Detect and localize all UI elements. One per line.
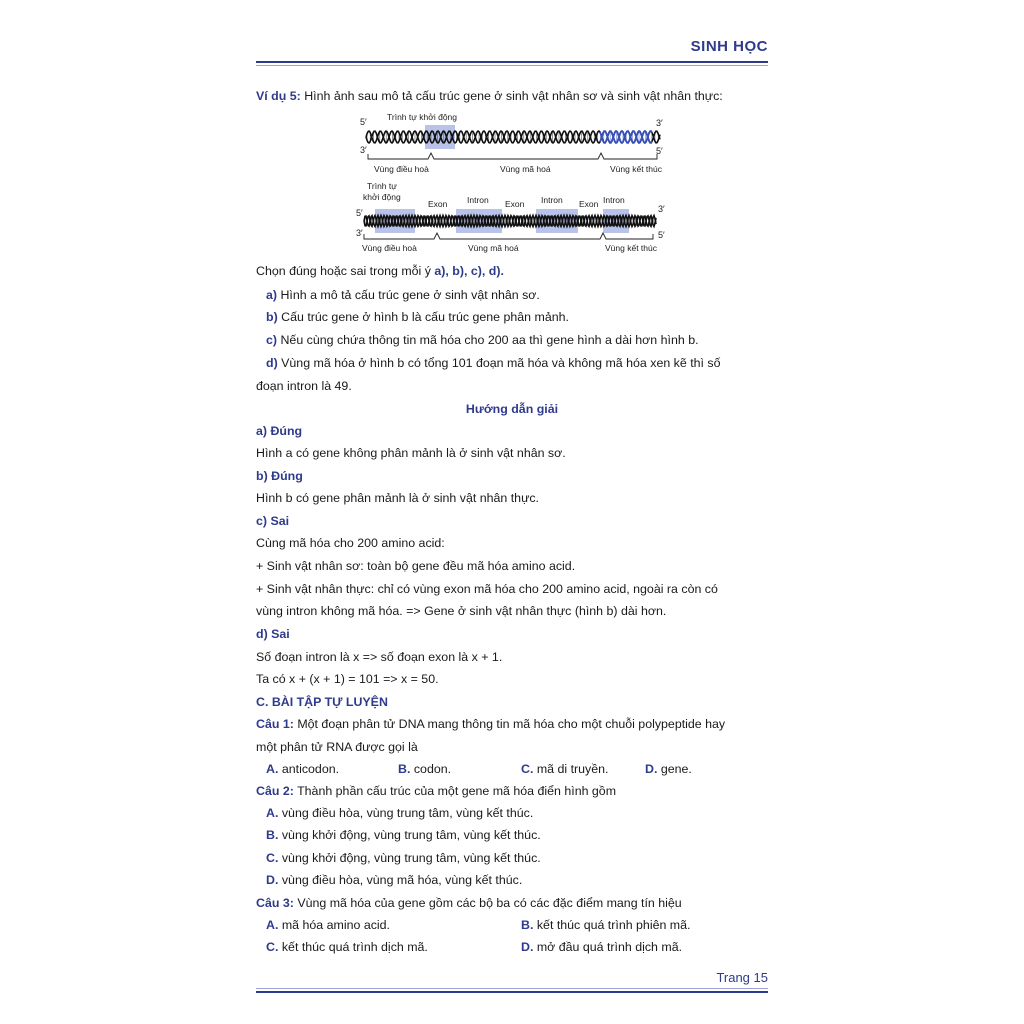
footer-rule xyxy=(256,991,768,993)
statement-b-text: Cấu trúc gene ở hình b là cấu trúc gene phân mảnh. xyxy=(281,310,569,324)
solution-heading: Hướng dẫn giải xyxy=(465,402,559,416)
solution-d-title: d) Sai xyxy=(256,627,290,641)
solution-c-title: c) Sai xyxy=(256,514,290,528)
fig-b-region-1: Vùng điều hoà xyxy=(362,243,417,253)
q2-option-d-key: D. xyxy=(266,873,279,887)
q1-option-d-text: gene. xyxy=(660,762,692,776)
q1-option-a[interactable] xyxy=(266,761,339,777)
q3-option-c-key: C. xyxy=(266,940,279,954)
solution-d-line1: Số đoạn intron là x => số đoạn exon là x + 1. xyxy=(256,650,503,664)
fig-b-segment-intron-2: Intron xyxy=(541,195,563,205)
solution-a-title: a) Đúng xyxy=(256,424,303,438)
q1-option-c-key: C. xyxy=(521,762,534,776)
q1-option-a-key: A. xyxy=(266,762,279,776)
q1-line1 xyxy=(256,716,770,732)
q1-option-b[interactable] xyxy=(398,761,451,777)
solution-b-title: b) Đúng xyxy=(256,469,303,483)
question-prompt xyxy=(256,263,770,279)
statement-a-label: a) xyxy=(266,288,278,302)
fig-b-segment-exon-2: Exon xyxy=(505,199,525,209)
fig-a-region-1: Vùng điều hoà xyxy=(374,164,429,174)
q2-option-b[interactable] xyxy=(266,827,780,843)
q2-option-d[interactable] xyxy=(266,872,780,888)
statement-d-text: Vùng mã hóa ở hình b có tổng 101 đoạn mã hóa và không mã hóa xen kẽ thì số xyxy=(281,356,721,370)
page-number: Trang 15 xyxy=(716,970,768,985)
fig-b-bracket xyxy=(364,233,653,239)
q2-text: Thành phần cấu trúc của một gene mã hóa điển hình gồm xyxy=(297,784,617,798)
q3-option-c-text: kết thúc quá trình dịch mã. xyxy=(281,940,428,954)
q2-option-c-key: C. xyxy=(266,851,279,865)
statement-b xyxy=(266,309,780,325)
example-text: Hình ảnh sau mô tả cấu trúc gene ở sinh vật nhân sơ và sinh vật nhân thực: xyxy=(304,89,723,103)
statement-d-label: d) xyxy=(266,356,278,370)
solution-d-line2: Ta có x + (x + 1) = 101 => x = 50. xyxy=(256,672,439,686)
solution-a-text: Hình a có gene không phân mảnh là ở sinh vật nhân sơ. xyxy=(256,446,566,460)
q3-option-b[interactable] xyxy=(521,917,690,933)
fig-b-5-bot: 5′ xyxy=(658,230,665,240)
fig-b-segment-intron-1: Intron xyxy=(467,195,489,205)
statement-c-text: Nếu cùng chứa thông tin mã hóa cho 200 aa thì gene hình a dài hơn hình b. xyxy=(280,333,699,347)
q1-option-b-key: B. xyxy=(398,762,411,776)
q2-option-a-key: A. xyxy=(266,806,279,820)
fig-b-3-top: 3′ xyxy=(658,204,665,214)
q2-option-b-text: vùng khởi động, vùng trung tâm, vùng kết thúc. xyxy=(281,828,541,842)
subject-header: SINH HỌC xyxy=(690,38,768,55)
gene-structure-figure xyxy=(350,108,680,258)
statement-d xyxy=(266,355,780,371)
fig-b-promoter-line2: khởi động xyxy=(363,192,401,202)
q3-option-d[interactable] xyxy=(521,939,682,955)
example-intro xyxy=(256,88,770,104)
header-rule-thin xyxy=(256,65,768,66)
fig-a-helix xyxy=(360,131,666,143)
q2-label: Câu 2: xyxy=(256,784,294,798)
q2-option-c-text: vùng khởi động, vùng trung tâm, vùng kết thúc. xyxy=(281,851,541,865)
fig-b-region-2: Vùng mã hoá xyxy=(468,243,519,253)
solution-c-line4: vùng intron không mã hóa. => Gene ở sinh vật nhân thực (hình b) dài hơn. xyxy=(256,604,667,618)
q3-option-a-text: mã hóa amino acid. xyxy=(281,918,390,932)
exercises-heading: C. BÀI TẬP TỰ LUYỆN xyxy=(256,695,388,709)
example-label: Ví dụ 5: xyxy=(256,89,301,103)
q1-line2: một phân tử RNA được gọi là xyxy=(256,740,418,754)
header-rule xyxy=(256,61,768,63)
q3-line xyxy=(256,895,770,911)
statement-a-text: Hình a mô tả cấu trúc gene ở sinh vật nhân sơ. xyxy=(280,288,540,302)
solution-c-line3: + Sinh vật nhân thực: chỉ có vùng exon mã hóa cho 200 amino acid, ngoài ra còn có xyxy=(256,582,718,596)
fig-b-region-3: Vùng kết thúc xyxy=(605,243,657,253)
q2-option-b-key: B. xyxy=(266,828,279,842)
footer-rule-thin xyxy=(256,988,768,989)
fig-b-promoter-line1: Trình tự xyxy=(367,181,397,191)
fig-a-3-top: 3′ xyxy=(656,118,663,128)
solution-c-line1: Cùng mã hóa cho 200 amino acid: xyxy=(256,536,445,550)
solution-c-line2: + Sinh vật nhân sơ: toàn bộ gene đều mã hóa amino acid. xyxy=(256,559,576,573)
fig-b-3-bot: 3′ xyxy=(356,228,363,238)
prompt-text: Chọn đúng hoặc sai trong mỗi ý xyxy=(256,264,435,278)
q2-option-a[interactable] xyxy=(266,805,780,821)
fig-a-5-top: 5′ xyxy=(360,117,367,127)
q1-option-c[interactable] xyxy=(521,761,608,777)
q1-option-b-text: codon. xyxy=(413,762,452,776)
q1-option-d-key: D. xyxy=(645,762,658,776)
q3-option-a[interactable] xyxy=(266,917,390,933)
q2-line xyxy=(256,783,770,799)
solution-b-text: Hình b có gene phân mảnh là ở sinh vật nhân thực. xyxy=(256,491,540,505)
q3-option-c[interactable] xyxy=(266,939,428,955)
fig-a-bracket xyxy=(368,153,657,159)
statement-a xyxy=(266,287,780,303)
statement-d-continued: đoạn intron là 49. xyxy=(256,379,352,393)
q1-option-c-text: mã di truyền. xyxy=(536,762,609,776)
fig-b-5-top: 5′ xyxy=(356,208,363,218)
statement-c xyxy=(266,332,780,348)
q1-option-d[interactable] xyxy=(645,761,692,777)
statement-b-label: b) xyxy=(266,310,278,324)
q3-option-b-text: kết thúc quá trình phiên mã. xyxy=(536,918,691,932)
q1-text: Một đoạn phân tử DNA mang thông tin mã hóa cho một chuỗi polypeptide hay xyxy=(297,717,726,731)
fig-b-segment-exon-1: Exon xyxy=(428,199,448,209)
prompt-items: a), b), c), d). xyxy=(434,264,504,278)
q2-option-a-text: vùng điều hòa, vùng trung tâm, vùng kết thúc. xyxy=(281,806,534,820)
q2-option-d-text: vùng điều hòa, vùng mã hóa, vùng kết thúc. xyxy=(281,873,523,887)
q2-option-c[interactable] xyxy=(266,850,780,866)
q3-option-d-key: D. xyxy=(521,940,534,954)
q3-option-b-key: B. xyxy=(521,918,534,932)
fig-a-region-3: Vùng kết thúc xyxy=(610,164,662,174)
q3-option-d-text: mở đầu quá trình dịch mã. xyxy=(536,940,683,954)
fig-a-3-bot: 3′ xyxy=(360,145,367,155)
fig-a-5-bot: 5′ xyxy=(656,146,663,156)
q3-text: Vùng mã hóa của gene gồm các bộ ba có các đặc điểm mang tín hiệu xyxy=(297,896,682,910)
q1-option-a-text: anticodon. xyxy=(281,762,340,776)
q3-label: Câu 3: xyxy=(256,896,294,910)
fig-a-region-2: Vùng mã hoá xyxy=(500,164,551,174)
q3-option-a-key: A. xyxy=(266,918,279,932)
q1-label: Câu 1: xyxy=(256,717,294,731)
fig-b-segment-intron-3: Intron xyxy=(603,195,625,205)
statement-c-label: c) xyxy=(266,333,278,347)
fig-b-segment-exon-3: Exon xyxy=(579,199,599,209)
fig-a-promoter-label: Trình tự khởi động xyxy=(387,112,458,122)
